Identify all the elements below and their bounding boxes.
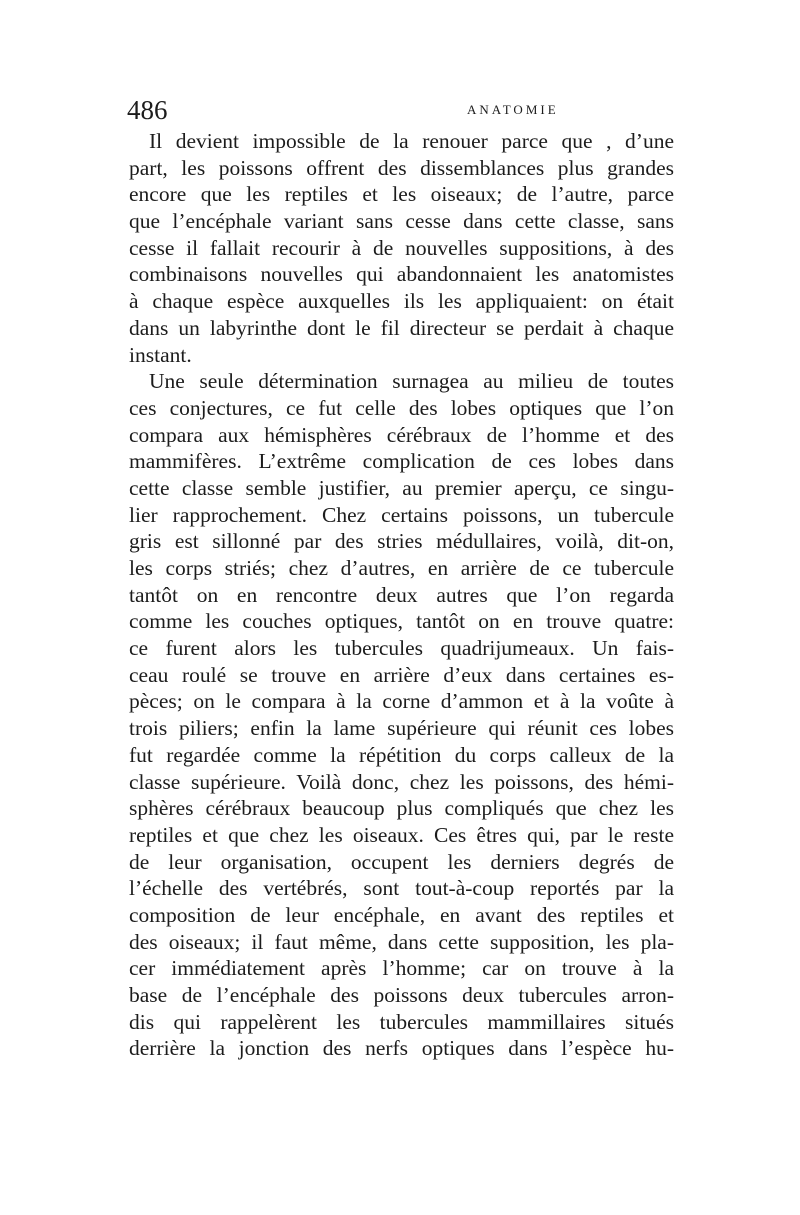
- text-line: que l’encéphale variant sans cesse dans cette classe, sans: [129, 209, 674, 234]
- text-line: cer immédiatement après l’homme; car on trouve à la: [129, 956, 674, 981]
- text-line: fut regardée comme la répétition du corps calleux de la: [129, 742, 674, 767]
- text-line: lier rapprochement. Chez certains poissons, un tubercule: [129, 502, 674, 527]
- text-line: Une seule détermination surnagea au milieu de toutes: [149, 369, 674, 394]
- text-line: trois piliers; enfin la lame supérieure qui réunit ces lobes: [129, 716, 674, 741]
- text-line: ce furent alors les tubercules quadrijumeaux. Un fais-: [129, 636, 674, 661]
- text-line: de leur organisation, occupent les derniers degrés de: [129, 849, 674, 874]
- text-line: pèces; on le compara à la corne d’ammon et à la voûte à: [129, 689, 674, 714]
- text-line: encore que les reptiles et les oiseaux; de l’autre, parce: [129, 182, 674, 207]
- text-line: tantôt on en rencontre deux autres que l’on regarda: [129, 582, 674, 607]
- text-line: gris est sillonné par des stries médullaires, voilà, dit-on,: [129, 529, 674, 554]
- text-line: les corps striés; chez d’autres, en arrière de ce tubercule: [129, 556, 674, 580]
- text-line: classe supérieure. Voilà donc, chez les poissons, des hémi-: [129, 769, 674, 794]
- text-line: composition de leur encéphale, en avant des reptiles et: [129, 902, 674, 927]
- page-number: 486: [127, 95, 168, 125]
- text-line: instant.: [129, 342, 192, 367]
- text-line: comme les couches optiques, tantôt on en trouve quatre:: [129, 609, 674, 634]
- text-line: l’échelle des vertébrés, sont tout-à-coup reportés par la: [129, 876, 674, 901]
- text-line: dans un labyrinthe dont le fil directeur se perdait à chaque: [129, 315, 674, 340]
- text-line: cette classe semble justifier, au premier aperçu, ce singu-: [129, 475, 674, 500]
- text-line: derrière la jonction des nerfs optiques dans l’espèce hu-: [129, 1036, 674, 1061]
- text-line: ceau roulé se trouve en arrière d’eux dans certaines es-: [129, 662, 674, 687]
- page-header: [127, 95, 673, 125]
- text-line: reptiles et que chez les oiseaux. Ces êtres qui, par le reste: [129, 822, 674, 847]
- text-line: cesse il fallait recourir à de nouvelles suppositions, à des: [129, 235, 674, 260]
- text-line: combinaisons nouvelles qui abandonnaient les anatomistes: [129, 262, 674, 287]
- text-line: à chaque espèce auxquelles ils les appliquaient: on était: [129, 289, 674, 314]
- text-line: part, les poissons offrent des dissemblances plus grandes: [129, 155, 674, 180]
- text-line: des oiseaux; il faut même, dans cette supposition, les pla-: [129, 929, 674, 954]
- text-line: compara aux hémisphères cérébraux de l’homme et des: [129, 422, 674, 447]
- text-line: base de l’encéphale des poissons deux tubercules arron-: [129, 983, 674, 1007]
- text-line: ces conjectures, ce fut celle des lobes optiques que l’on: [129, 395, 674, 420]
- running-head: ANATOMIE: [467, 102, 559, 117]
- text-line: sphères cérébraux beaucoup plus compliqués que chez les: [129, 796, 674, 821]
- text-line: mammifères. L’extrême complication de ces lobes dans: [129, 449, 674, 474]
- text-line: Il devient impossible de la renouer parce que , d’une: [149, 129, 674, 153]
- text-line: dis qui rappelèrent les tubercules mammillaires situés: [129, 1009, 674, 1034]
- body-text: [129, 128, 674, 1062]
